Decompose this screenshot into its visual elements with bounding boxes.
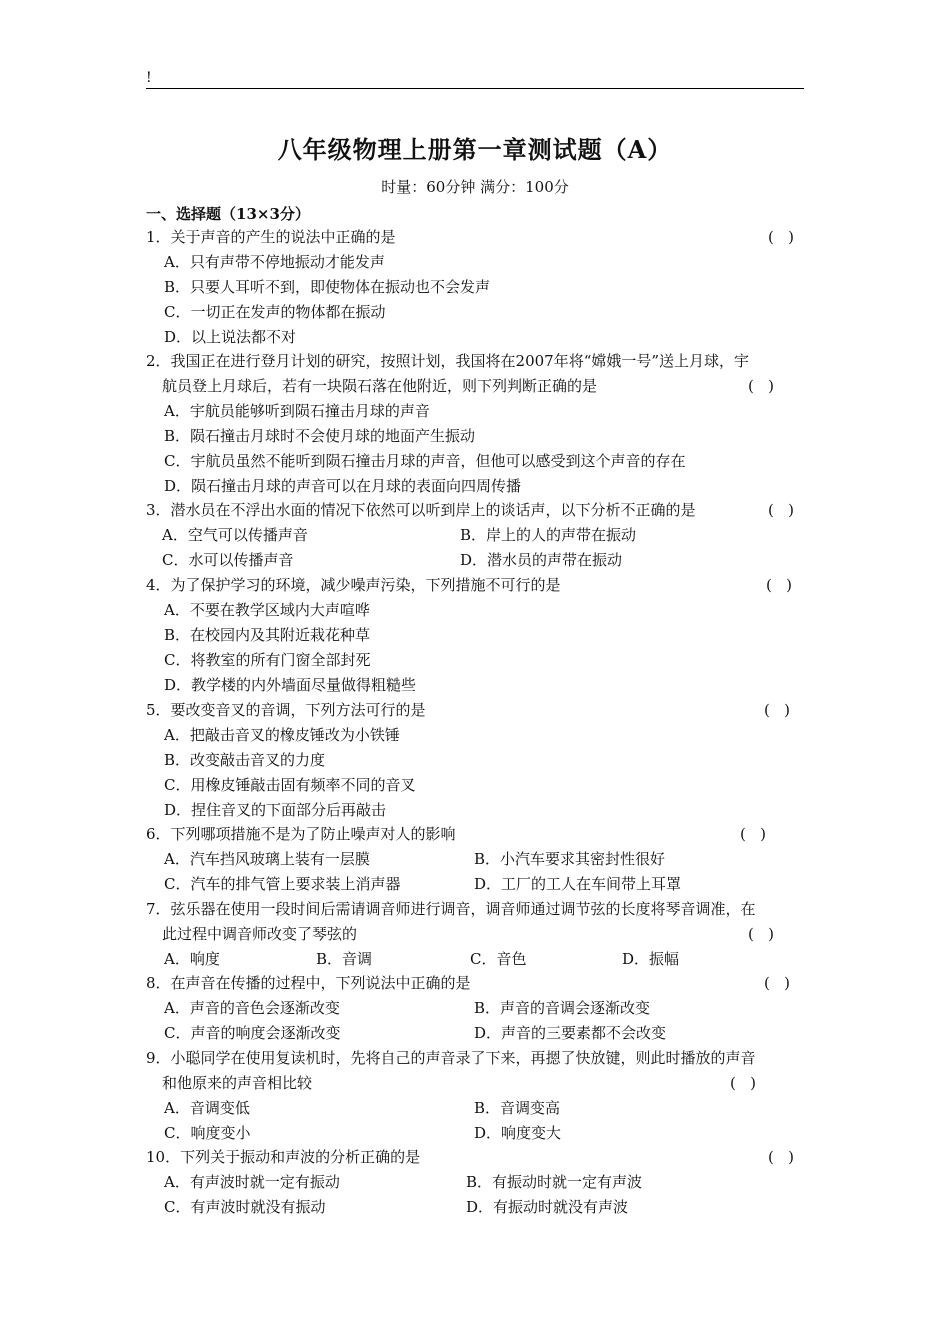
answer-paren: ( ) xyxy=(768,228,795,246)
answer-option: D．潜水员的声带在振动 xyxy=(460,551,623,569)
answer-option: A．不要在教学区域内大声喧哗 xyxy=(164,601,370,619)
answer-option: C．有声波时就没有振动 xyxy=(164,1198,326,1216)
answer-option: B．音调变高 xyxy=(474,1099,561,1117)
header-rule xyxy=(146,88,804,89)
answer-option: B．改变敲击音叉的力度 xyxy=(164,751,326,769)
section-heading: 一、选择题（13×3分） xyxy=(146,205,310,223)
answer-option: D．陨石撞击月球的声音可以在月球的表面向四周传播 xyxy=(164,477,522,495)
page-title: 八年级物理上册第一章测试题（A） xyxy=(277,135,673,164)
question-stem: 此过程中调音师改变了琴弦的 xyxy=(162,925,358,943)
answer-option: B．岸上的人的声带在振动 xyxy=(460,526,637,544)
answer-option: B．声音的音调会逐渐改变 xyxy=(474,999,651,1017)
answer-option: C．将教室的所有门窗全部封死 xyxy=(164,651,371,669)
question-stem: 4．为了保护学习的环境，减少噪声污染，下列措施不可行的是 xyxy=(146,576,561,594)
answer-option: D．声音的三要素都不会改变 xyxy=(474,1024,667,1042)
answer-option: C．用橡皮锤敲击固有频率不同的音叉 xyxy=(164,776,416,794)
answer-option: A．空气可以传播声音 xyxy=(162,526,308,544)
answer-option: A．响度 xyxy=(164,950,220,968)
answer-option: A．声音的音色会逐渐改变 xyxy=(164,999,340,1017)
answer-paren: ( ) xyxy=(768,1148,795,1166)
answer-paren: ( ) xyxy=(730,1074,757,1092)
answer-option: B．音调 xyxy=(316,950,373,968)
question-stem: 2．我国正在进行登月计划的研究，按照计划，我国将在2007年将“嫦娥一号”送上月球，宇 xyxy=(146,352,750,370)
answer-paren: ( ) xyxy=(768,501,795,519)
answer-option: D．有振动时就没有声波 xyxy=(466,1198,629,1216)
answer-option: C．宇航员虽然不能听到陨石撞击月球的声音，但他可以感受到这个声音的存在 xyxy=(164,452,686,470)
answer-option: C．音色 xyxy=(470,950,527,968)
answer-paren: ( ) xyxy=(740,825,767,843)
answer-paren: ( ) xyxy=(764,701,791,719)
answer-option: B．有振动时就一定有声波 xyxy=(466,1173,643,1191)
answer-option: C．声音的响度会逐渐改变 xyxy=(164,1024,341,1042)
answer-option: C．响度变小 xyxy=(164,1124,251,1142)
answer-option: C．一切正在发声的物体都在振动 xyxy=(164,303,386,321)
answer-paren: ( ) xyxy=(748,377,775,395)
question-stem: 10．下列关于振动和声波的分析正确的是 xyxy=(146,1148,421,1166)
answer-option: D．工厂的工人在车间带上耳罩 xyxy=(474,875,682,893)
answer-option: D．捏住音叉的下面部分后再敲击 xyxy=(164,801,387,819)
answer-option: A．音调变低 xyxy=(164,1099,250,1117)
header-mark: ! xyxy=(146,70,152,86)
answer-option: A．宇航员能够听到陨石撞击月球的声音 xyxy=(164,402,430,420)
answer-option: D．以上说法都不对 xyxy=(164,328,297,346)
question-stem: 8．在声音在传播的过程中，下列说法中正确的是 xyxy=(146,974,471,992)
answer-paren: ( ) xyxy=(764,974,791,992)
answer-paren: ( ) xyxy=(766,576,793,594)
answer-option: D．教学楼的内外墙面尽量做得粗糙些 xyxy=(164,676,417,694)
answer-paren: ( ) xyxy=(748,925,775,943)
answer-option: A．把敲击音叉的橡皮锤改为小铁锤 xyxy=(164,726,400,744)
question-stem: 1．关于声音的产生的说法中正确的是 xyxy=(146,228,396,246)
question-stem: 6．下列哪项措施不是为了防止噪声对人的影响 xyxy=(146,825,456,843)
question-stem: 3．潜水员在不浮出水面的情况下依然可以听到岸上的谈话声，以下分析不正确的是 xyxy=(146,501,696,519)
question-stem: 9．小聪同学在使用复读机时，先将自己的声音录了下来，再摁了快放键，则此时播放的声音 xyxy=(146,1049,756,1067)
answer-option: A．汽车挡风玻璃上装有一层膜 xyxy=(164,850,370,868)
answer-option: A．只有声带不停地振动才能发声 xyxy=(164,253,385,271)
answer-option: D．振幅 xyxy=(622,950,680,968)
question-stem: 航员登上月球后，若有一块陨石落在他附近，则下列判断正确的是 xyxy=(162,377,598,395)
answer-option: C．水可以传播声音 xyxy=(162,551,294,569)
question-stem: 5．要改变音叉的音调，下列方法可行的是 xyxy=(146,701,426,719)
answer-option: B．只要人耳听不到，即使物体在振动也不会发声 xyxy=(164,278,491,296)
answer-option: B．小汽车要求其密封性很好 xyxy=(474,850,666,868)
question-stem: 7．弦乐器在使用一段时间后需请调音师进行调音，调音师通过调节弦的长度将琴音调准，在 xyxy=(146,900,756,918)
question-stem: 和他原来的声音相比较 xyxy=(162,1074,313,1092)
answer-option: C．汽车的排气管上要求装上消声器 xyxy=(164,875,401,893)
answer-option: A．有声波时就一定有振动 xyxy=(164,1173,340,1191)
answer-option: B．在校园内及其附近栽花种草 xyxy=(164,626,371,644)
answer-option: D．响度变大 xyxy=(474,1124,562,1142)
exam-info: 时量：60分钟 满分：100分 xyxy=(381,178,569,196)
answer-option: B．陨石撞击月球时不会使月球的地面产生振动 xyxy=(164,427,476,445)
